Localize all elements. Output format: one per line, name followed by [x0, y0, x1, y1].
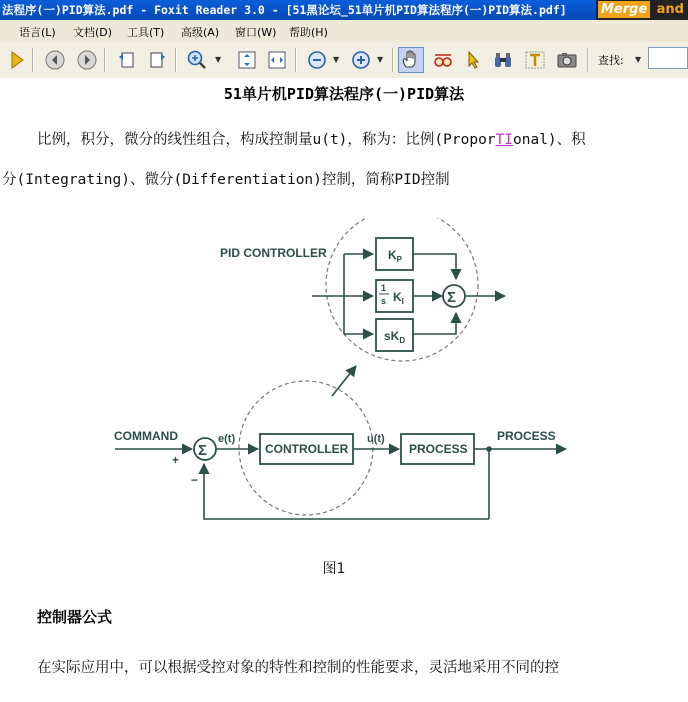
- menu-language[interactable]: 语言(L): [19, 26, 56, 39]
- find-input[interactable]: [648, 47, 688, 69]
- section-heading: 控制器公式: [37, 608, 113, 626]
- process-output-label: PROCESS: [497, 429, 556, 443]
- toolbar-separator: [175, 48, 177, 72]
- menu-help[interactable]: 帮助(H): [289, 26, 328, 39]
- menu-advanced[interactable]: 高级(A): [181, 26, 220, 39]
- minus-sign: −: [191, 473, 199, 487]
- zoom-dropdown-arrow-icon[interactable]: ▼: [215, 55, 222, 64]
- paragraph-1-line-2: 分(Integrating)、微分(Differentiation)控制，简称PID控制: [2, 172, 450, 188]
- document-page: [0, 78, 688, 702]
- logo-text-and: and: [656, 2, 684, 17]
- fit-page-icon[interactable]: [236, 49, 258, 71]
- ki-fraction-numerator: 1: [381, 283, 387, 293]
- toolbar-separator: [295, 48, 297, 72]
- sigma-symbol: Σ: [447, 289, 457, 306]
- menu-window[interactable]: 窗口(W): [235, 26, 277, 39]
- kd-label: $sK_D$: [384, 329, 406, 345]
- toolbar-separator: [32, 48, 34, 72]
- kp-label: $K_P$: [388, 248, 403, 264]
- arrow-cursor-icon[interactable]: [462, 49, 484, 71]
- toolbar: [0, 42, 688, 79]
- zoom-plus-dropdown-arrow-icon[interactable]: ▼: [377, 55, 384, 64]
- sigma-symbol: Σ: [198, 442, 208, 459]
- fit-width-icon[interactable]: [266, 49, 288, 71]
- text-select-glasses-icon[interactable]: [432, 49, 454, 71]
- para1-text-a: 比例，积分，微分的线性组合，构成控制量u(t)，称为：比例(Propor: [37, 132, 496, 148]
- binoculars-icon[interactable]: [492, 49, 514, 71]
- controller-label: CONTROLLER: [265, 442, 349, 456]
- snapshot-camera-icon[interactable]: [556, 49, 578, 71]
- menu-tools[interactable]: 工具(T): [127, 26, 165, 39]
- zoom-out-icon[interactable]: [306, 49, 328, 71]
- logo-text-merge: Merge: [598, 1, 650, 18]
- menu-document[interactable]: 文档(D): [73, 26, 113, 39]
- next-page-icon[interactable]: [76, 49, 98, 71]
- title-bar: [0, 0, 688, 20]
- zoom-plus-icon[interactable]: [350, 49, 372, 71]
- rotate-right-icon[interactable]: [146, 49, 168, 71]
- window-title: 法程序(一)PID算法.pdf - Foxit Reader 3.0 - [51黑论坛_51单片机PID算法程序(一)PID算法.pdf]: [2, 3, 567, 17]
- zoom-in-icon[interactable]: [186, 49, 208, 71]
- para1-highlight-link[interactable]: TI: [495, 132, 513, 148]
- figure-caption: 图1: [322, 561, 346, 577]
- process-block-label: PROCESS: [409, 442, 468, 456]
- ki-label: $K_I$: [393, 290, 404, 306]
- plus-sign: +: [172, 453, 180, 467]
- document-title: 51单片机PID算法程序(一)PID算法: [223, 85, 465, 103]
- toolbar-separator: [587, 48, 589, 72]
- pid-controller-label: PID CONTROLLER: [220, 246, 327, 260]
- toolbar-separator: [104, 48, 106, 72]
- error-signal-label: e(t): [218, 433, 236, 445]
- paragraph-2: 在实际应用中，可以根据受控对象的特性和控制的性能要求，灵活地采用不同的控: [37, 660, 559, 676]
- rotate-left-icon[interactable]: [116, 49, 138, 71]
- previous-page-icon[interactable]: [44, 49, 66, 71]
- ki-fraction-denominator: s: [381, 296, 387, 306]
- control-signal-label: u(t): [367, 433, 385, 445]
- typewriter-text-icon[interactable]: [524, 49, 546, 71]
- para1-text-b: onal)、积: [513, 132, 586, 148]
- paragraph-1-line-1: [37, 128, 586, 149]
- zoom-out-dropdown-arrow-icon[interactable]: ▼: [333, 55, 340, 64]
- find-label: 查找:: [598, 54, 624, 67]
- find-options-dropdown-icon[interactable]: ▼: [635, 55, 642, 64]
- toolbar-separator: [392, 48, 394, 72]
- play-icon[interactable]: [6, 49, 28, 71]
- hand-tool-icon[interactable]: [398, 47, 424, 73]
- merge-and-logo: [596, 0, 688, 20]
- pid-block-diagram: [112, 218, 582, 536]
- menu-bar: [0, 20, 688, 42]
- command-label: COMMAND: [114, 429, 178, 443]
